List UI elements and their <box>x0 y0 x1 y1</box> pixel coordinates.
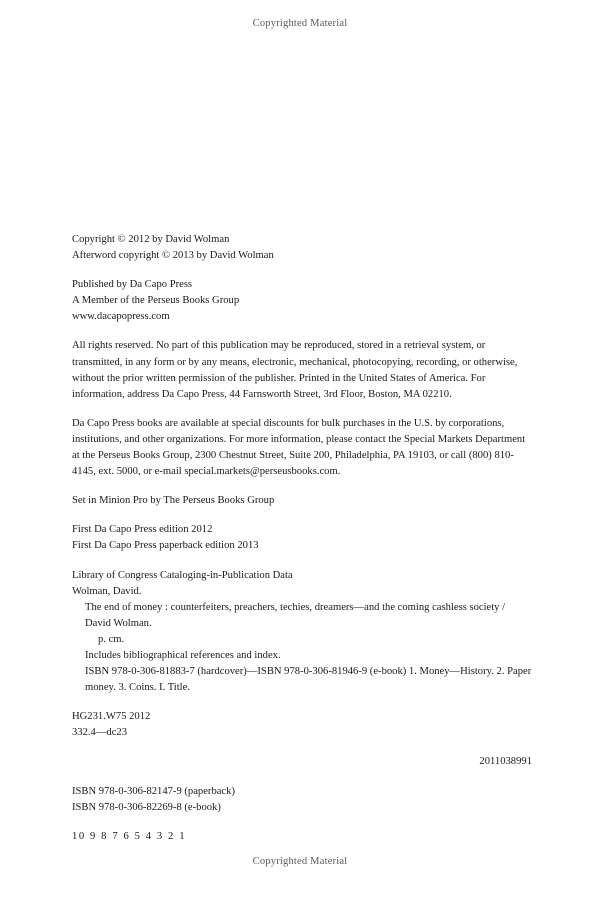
publisher-line: Published by Da Capo Press <box>72 279 193 291</box>
special-markets-block <box>72 416 532 480</box>
dewey-number-line: 332.4—dc23 <box>72 727 128 739</box>
isbn-paperback-line: ISBN 978-0-306-82147-9 (paperback) <box>72 785 235 797</box>
watermark-top: Copyrighted Material <box>252 18 348 29</box>
isbn-ebook-line: ISBN 978-0-306-82269-8 (e-book) <box>72 801 221 813</box>
first-edition-line: First Da Capo Press edition 2012 <box>72 524 213 536</box>
typesetting-block <box>72 493 532 509</box>
all-rights-reserved-paragraph: All rights reserved. No part of this publication may be reproduced, stored in a retrieval system, or transmitted, in any form or by any means, electronic, mechanical, photocopying, recording, or otherwise, without the prior written permission of the publisher. Printed in the United States of America. For information, address Da Capo Press, 44 Farnsworth Street, 3rd Floor, Boston, MA 02210. <box>72 340 518 400</box>
call-number-block <box>72 709 532 741</box>
copyright-line: Copyright © 2012 by David Wolman <box>72 234 230 245</box>
cip-pagination: p. cm. <box>98 633 125 645</box>
printing-number-block <box>72 829 532 845</box>
copyright-block <box>72 232 532 264</box>
watermark-bottom: Copyrighted Material <box>252 856 348 867</box>
copyright-text-body <box>72 232 532 858</box>
printing-number-line: 10 9 8 7 6 5 4 3 2 1 <box>72 830 187 842</box>
cip-isbn-note: ISBN 978-0-306-81883-7 (hardcover)—ISBN 978-0-306-81946-9 (e-book) 1. Money—History. 2. Paper money. 3. Coins. I. Title. <box>85 666 532 694</box>
cip-heading: Library of Congress Cataloging-in-Publication Data <box>72 569 293 581</box>
editions-block <box>72 522 532 554</box>
cip-notes: Includes bibliographical references and index. <box>85 649 281 661</box>
special-markets-paragraph: Da Capo Press books are available at special discounts for bulk purchases in the U.S. by corporations, institutions, and other organizations. For more information, please contact the Special Markets Department at the Perseus Books Group, 2300 Chestnut Street, Suite 200, Philadelphia, PA 19103, or call (800) 810-4145, ext. 5000, or e-mail special.markets@perseusbooks.com. <box>72 417 526 478</box>
call-number-line: HG231.W75 2012 <box>72 711 151 723</box>
isbn-block <box>72 784 532 816</box>
lccn-number: 2011038991 <box>479 756 532 768</box>
typesetting-line: Set in Minion Pro by The Perseus Books Group <box>72 495 275 507</box>
publisher-block <box>72 277 532 325</box>
cip-author: Wolman, David. <box>72 585 142 597</box>
afterword-copyright-line: Afterword copyright © 2013 by David Wolman <box>72 250 274 262</box>
first-paperback-edition-line: First Da Capo Press paperback edition 2013 <box>72 540 259 552</box>
all-rights-reserved-block <box>72 338 532 402</box>
publisher-website: www.dacapopress.com <box>72 311 170 323</box>
publisher-group-line: A Member of the Perseus Books Group <box>72 295 240 307</box>
cip-title-statement: The end of money : counterfeiters, preachers, techies, dreamers—and the coming cashless society / David Wolman. <box>85 601 506 629</box>
cip-block <box>72 568 532 697</box>
